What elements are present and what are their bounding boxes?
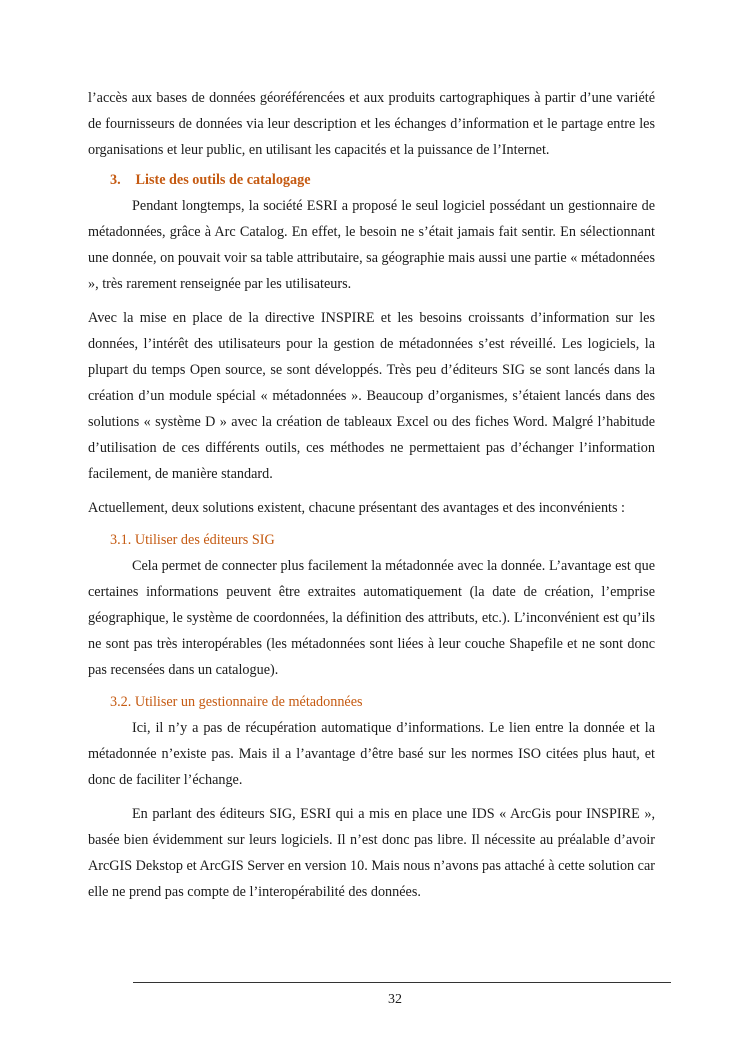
document-page [88, 85, 655, 905]
section-3-2-paragraph-2: En parlant des éditeurs SIG, ESRI qui a mis en place une IDS « ArcGis pour INSPIRE », basée bien évidemment sur leurs logiciels. Il n’est donc pas libre. Il nécessite au préalable d’avoir ArcGIS Dekstop et ArcGIS Server en version 10. Mais nous n’avons pas attaché à cette solution car elle ne prend pas compte de l’interopérabilité des données. [88, 806, 655, 900]
section-3-paragraph-3: Actuellement, deux solutions existent, chacune présentant des avantages et des inconvénients : [88, 500, 625, 516]
section-3-title: Liste des outils de catalogage [135, 172, 311, 188]
section-3-paragraph-1: Pendant longtemps, la société ESRI a proposé le seul logiciel possédant un gestionnaire de métadonnées, grâce à Arc Catalog. En effet, le besoin ne s’était jamais fait sentir. En sélectionnant une donnée, on pouvait voir sa table attributaire, sa géographie mais aussi une partie « métadonnées », très rarement renseignée par les utilisateurs. [88, 198, 655, 292]
page-number: 32 [388, 992, 402, 1007]
section-3-2-paragraph-1: Ici, il n’y a pas de récupération automatique d’informations. Le lien entre la donnée et la métadonnée n’existe pas. Mais il a l’avantage d’être basé sur les normes ISO citées plus haut, et donc de faciliter l’échange. [88, 720, 655, 788]
section-3-number: 3. [110, 172, 121, 188]
section-3-1-heading: 3.1. Utiliser des éditeurs SIG [110, 532, 275, 548]
section-3-heading [110, 167, 655, 193]
section-3-2-heading: 3.2. Utiliser un gestionnaire de métadonnées [110, 694, 363, 710]
section-3-paragraph-2: Avec la mise en place de la directive INSPIRE et les besoins croissants d’information sur les données, l’intérêt des utilisateurs pour la gestion de métadonnées s’est réveillé. Les logiciels, la plupart du temps Open source, se sont développés. Très peu d’éditeurs SIG se sont lancés dans la création d’un module spécial « métadonnées ». Beaucoup d’organismes, s’étaient lancés dans des solutions « système D » avec la création de tableaux Excel ou des fiches Word. Malgré l’habitude d’utilisation de ces différents outils, ces méthodes ne permettaient pas d’échanger l’information facilement, de manière standard. [88, 310, 655, 482]
footer-divider [133, 982, 671, 983]
intro-paragraph: l’accès aux bases de données géoréférencées et aux produits cartographiques à partir d’une variété de fournisseurs de données via leur description et les échanges d’information et le partage entre les organisations et leur public, en utilisant les capacités et la puissance de l’Internet. [88, 90, 655, 158]
section-3-1-paragraph: Cela permet de connecter plus facilement la métadonnée avec la donnée. L’avantage est que certaines informations peuvent être extraites automatiquement (la date de création, l’emprise géographique, le système de coordonnées, la définition des attributs, etc.). L’inconvénient est qu’ils ne sont pas très interopérables (les métadonnées sont liées à leur couche Shapefile et ne sont donc pas recensées dans un catalogue). [88, 558, 655, 678]
